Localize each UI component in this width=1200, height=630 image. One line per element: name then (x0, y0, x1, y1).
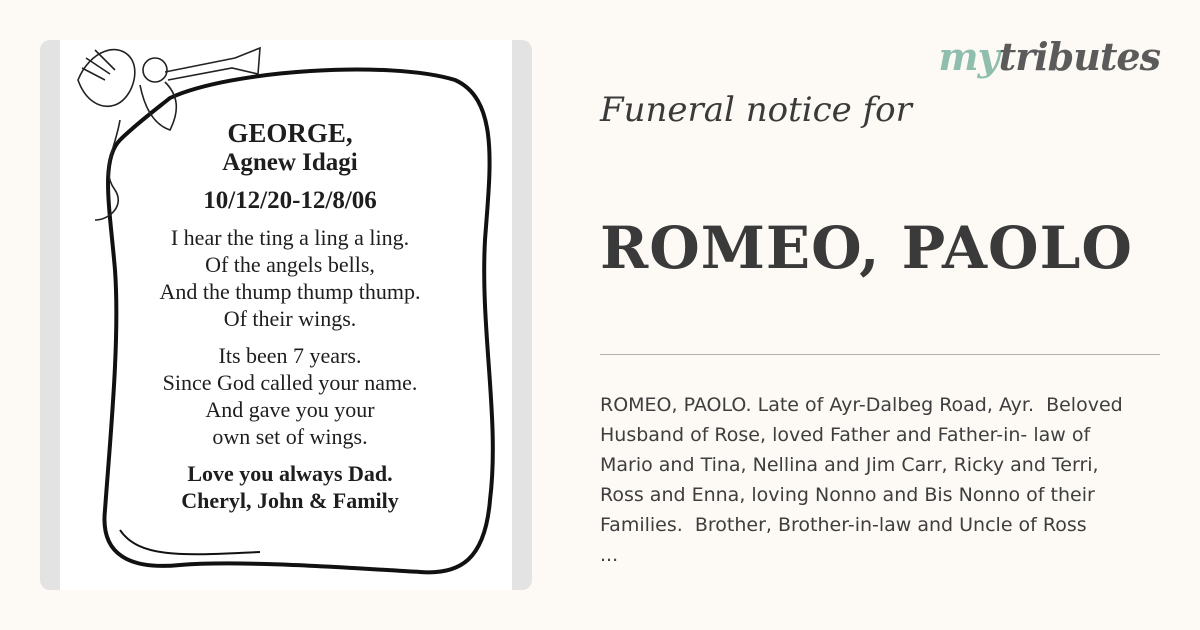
excerpt-line: Mario and Tina, Nellina and Jim Carr, Ricky and Terri, (600, 454, 1099, 476)
notice-verse-2 (100, 342, 480, 450)
verse-line: And gave you your (205, 397, 375, 422)
notice-dates: 10/12/20-12/8/06 (203, 187, 377, 214)
page-kicker: Funeral notice for (600, 90, 912, 130)
deceased-name: ROMEO, PAOLO (600, 214, 1133, 282)
logo-my: my (938, 34, 999, 79)
verse-line: I hear the ting a ling a ling. (170, 225, 410, 250)
excerpt-ellipsis: ... (600, 544, 619, 566)
excerpt-line: Families. Brother, Brother-in-law and Uncle of Ross (600, 514, 1087, 536)
notice-name: GEORGE, (227, 118, 353, 148)
notice-sign-off (100, 460, 480, 514)
verse-line: Of their wings. (223, 306, 357, 331)
verse-line: Since God called your name. (162, 370, 418, 395)
notice-image-card (40, 40, 532, 590)
mytributes-logo[interactable] (938, 34, 1160, 79)
notice-verse-1 (100, 224, 480, 332)
notice-subname: Agnew Idagi (222, 149, 358, 176)
verse-line: own set of wings. (212, 424, 368, 449)
sign-off-line: Love you always Dad. (187, 461, 393, 486)
sign-off-line: Cheryl, John & Family (181, 488, 399, 513)
notice-text (100, 118, 480, 514)
excerpt-line: ROMEO, PAOLO. Late of Ayr-Dalbeg Road, Ayr. Beloved (600, 394, 1123, 416)
verse-line: Its been 7 years. (218, 343, 362, 368)
notice-image (60, 40, 512, 590)
excerpt-line: Ross and Enna, loving Nonno and Bis Nonno of their (600, 484, 1095, 506)
notice-excerpt (600, 390, 1160, 570)
divider (600, 354, 1160, 355)
verse-line: Of the angels bells, (205, 252, 375, 277)
excerpt-line: Husband of Rose, loved Father and Father-in- law of (600, 424, 1091, 446)
logo-tributes: tributes (998, 34, 1160, 79)
verse-line: And the thump thump thump. (159, 279, 421, 304)
